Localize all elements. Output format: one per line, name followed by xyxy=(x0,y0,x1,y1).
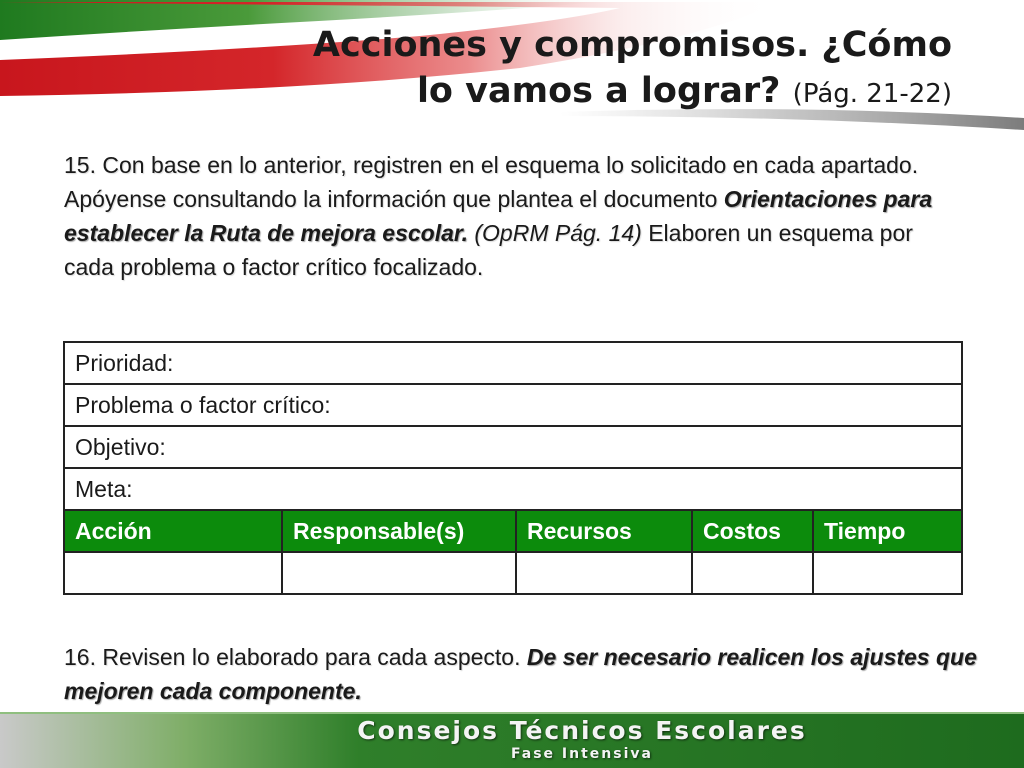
table-header-row xyxy=(64,510,962,552)
instruction-15 xyxy=(64,148,964,284)
cell-accion xyxy=(64,552,282,594)
cell-recursos xyxy=(516,552,692,594)
row-meta: Meta: xyxy=(64,468,962,510)
header-tiempo: Tiempo xyxy=(813,510,962,552)
instruction-16-text: 16. Revisen lo elaborado para cada aspecto. xyxy=(64,644,527,670)
instruction-16-emphasis: De ser necesario realicen los ajustes que mejoren cada componente. xyxy=(64,644,977,704)
instruction-16 xyxy=(64,640,1004,708)
document-title: Orientaciones para establecer la Ruta de mejora escolar. xyxy=(64,186,933,246)
table-row xyxy=(64,552,962,594)
row-prioridad: Prioridad: xyxy=(64,342,962,384)
header-recursos: Recursos xyxy=(516,510,692,552)
table-row xyxy=(64,468,962,510)
table-row xyxy=(64,426,962,468)
instruction-15-text-end: Elaboren un esquema por cada problema o factor crítico focalizado. xyxy=(64,220,913,280)
table-row xyxy=(64,384,962,426)
header-responsable: Responsable(s) xyxy=(282,510,516,552)
title-line-2-text: lo vamos a lograr? xyxy=(416,71,781,111)
row-problema: Problema o factor crítico: xyxy=(64,384,962,426)
header-costos: Costos xyxy=(692,510,813,552)
page-reference: (Pág. 21-22) xyxy=(792,79,952,109)
footer-title: Consejos Técnicos Escolares xyxy=(357,716,807,745)
instruction-15-text: 15. Con base en lo anterior, registren en el esquema lo solicitado en cada apartado. Apóyense consultando la información que plantea el documento xyxy=(64,152,919,212)
row-objetivo: Objetivo: xyxy=(64,426,962,468)
table-row xyxy=(64,342,962,384)
header-accion: Acción xyxy=(64,510,282,552)
document-reference: (OpRM Pág. 14) xyxy=(467,220,642,246)
title-line-2 xyxy=(313,68,952,117)
cell-responsable xyxy=(282,552,516,594)
footer-subtitle: Fase Intensiva xyxy=(511,746,653,762)
cell-tiempo xyxy=(813,552,962,594)
title-line-1: Acciones y compromisos. ¿Cómo xyxy=(312,25,952,65)
cell-costos xyxy=(692,552,813,594)
slide-title xyxy=(313,22,952,117)
scheme-table xyxy=(63,341,963,595)
